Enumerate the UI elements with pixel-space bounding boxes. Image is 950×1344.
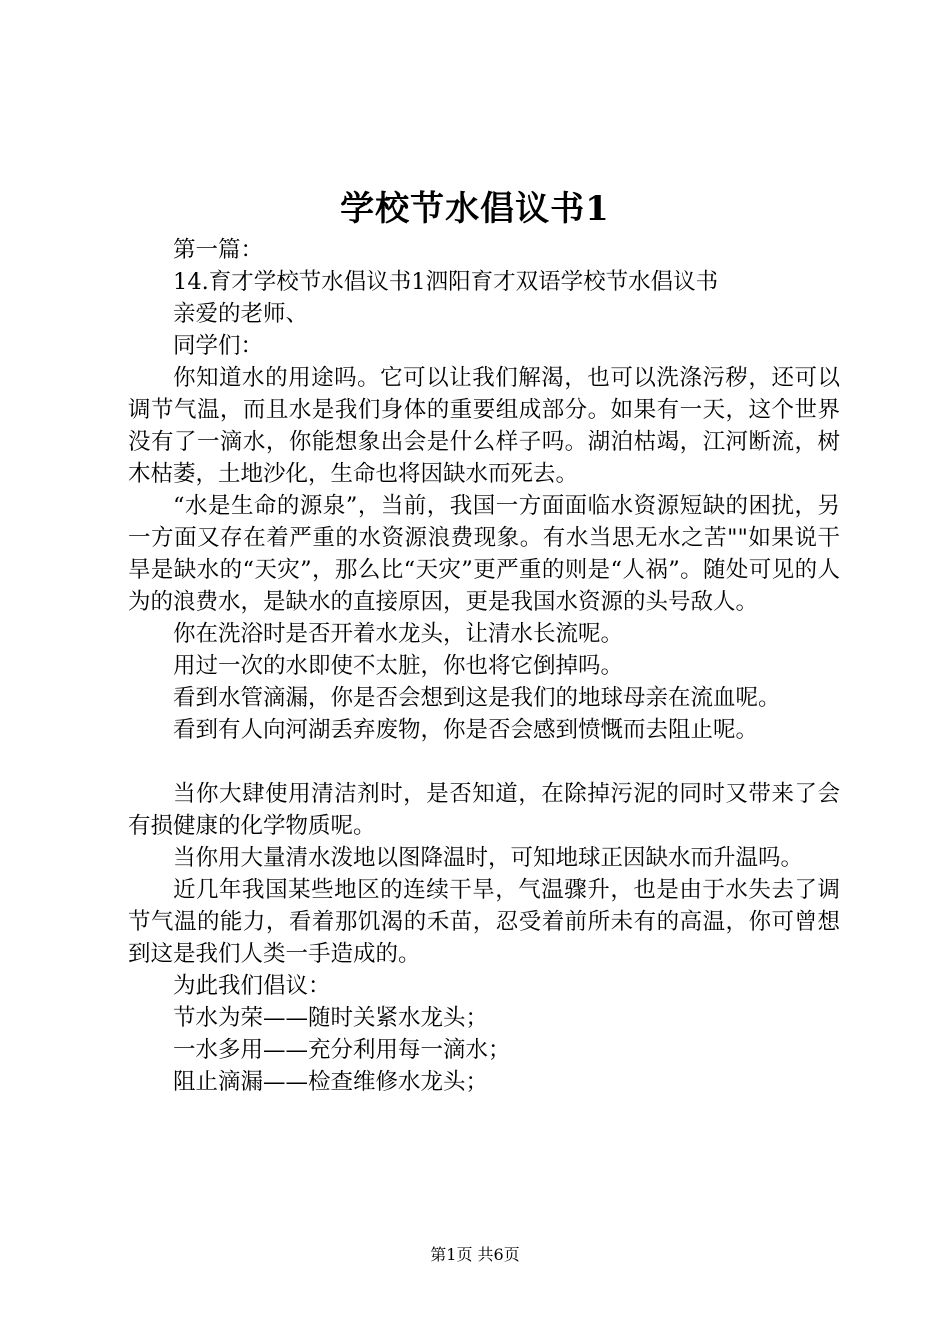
document-title: 学校节水倡议书1	[340, 189, 610, 229]
paragraph-section-label: 第一篇：	[173, 237, 264, 263]
paragraph-body: “水是生命的源泉”，当前，我国一方面面临水资源短缺的困扰，另一方面又存在着严重的水资源浪费现象。有水当思无水之苦""如果说干旱是缺水的“天灾”，那么比“天灾”更严重的则是“人祸”。随处可见的人为的浪费水，是缺水的直接原因，更是我国水资源的头号敌人。	[128, 493, 840, 615]
document-body	[128, 234, 840, 1098]
paragraph-proposal-item: 节水为荣——随时关紧水龙头；	[173, 1005, 489, 1031]
page-footer: 第1页 共6页	[430, 1245, 520, 1264]
paragraph-body: 看到有人向河湖丢弃废物，你是否会感到愤慨而去阻止呢。	[173, 717, 759, 743]
paragraph-body: 你在洗浴时是否开着水龙头，让清水长流呢。	[173, 621, 624, 647]
paragraph-heading: 14.育才学校节水倡议书1泗阳育才双语学校节水倡议书	[173, 269, 719, 295]
paragraph-proposal-item: 一水多用——充分利用每一滴水；	[173, 1037, 511, 1063]
paragraph-body: 当你用大量清水泼地以图降温时，可知地球正因缺水而升温吗。	[173, 845, 804, 871]
paragraph-body: 近几年我国某些地区的连续干旱，气温骤升，也是由于水失去了调节气温的能力，看着那饥渴的禾苗，忍受着前所未有的高温，你可曾想到这是我们人类一手造成的。	[128, 877, 840, 967]
paragraph-body: 当你大肆使用清洁剂时，是否知道，在除掉污泥的同时又带来了会有损健康的化学物质呢。	[128, 781, 840, 839]
paragraph-greeting-2: 同学们：	[173, 333, 264, 359]
paragraph-body: 用过一次的水即使不太脏，你也将它倒掉吗。	[173, 653, 624, 679]
paragraph-proposal-item: 阻止滴漏——检查维修水龙头；	[173, 1069, 489, 1095]
paragraph-proposal-intro: 为此我们倡议：	[173, 973, 331, 999]
blank-line	[128, 746, 840, 778]
paragraph-greeting-1: 亲爱的老师、	[173, 301, 309, 327]
paragraph-body: 看到水管滴漏，你是否会想到这是我们的地球母亲在流血呢。	[173, 685, 781, 711]
paragraph-body: 你知道水的用途吗。它可以让我们解渴，也可以洗涤污秽，还可以调节气温，而且水是我们身体的重要组成部分。如果有一天，这个世界没有了一滴水，你能想象出会是什么样子吗。湖泊枯竭，江河断流，树木枯萎，土地沙化，生命也将因缺水而死去。	[128, 365, 840, 487]
